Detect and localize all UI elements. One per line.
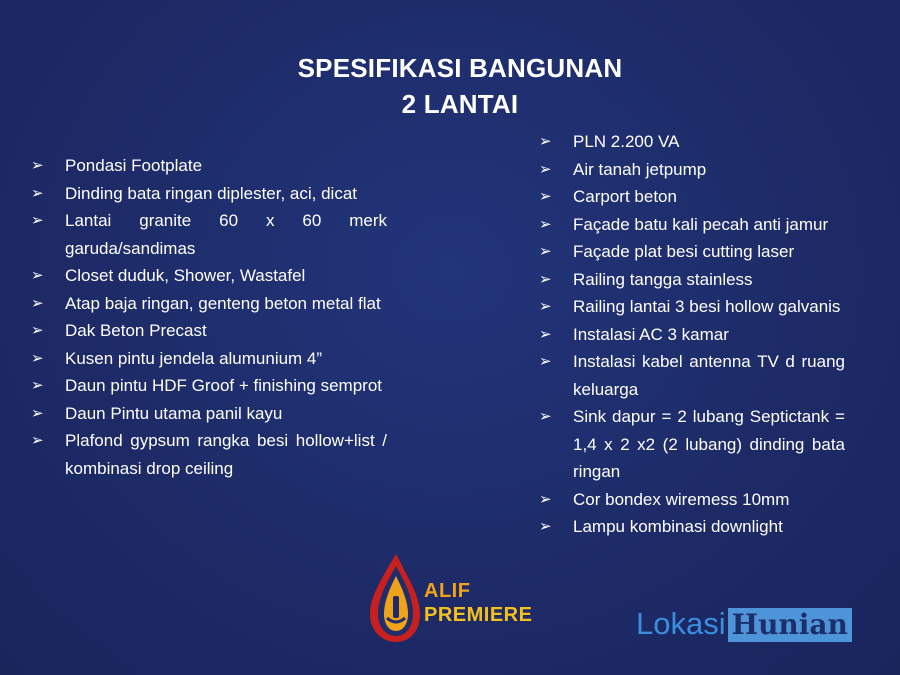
spec-item <box>539 293 845 321</box>
title-line-1: SPESIFIKASI BANGUNAN <box>297 53 623 83</box>
lokasihunian-watermark <box>636 606 852 642</box>
spec-item <box>539 128 845 156</box>
spec-text: Carport beton <box>573 187 677 206</box>
arrow-bullet-icon: ➢ <box>539 242 552 260</box>
spec-item <box>31 427 387 482</box>
spec-text: Daun Pintu utama panil kayu <box>65 403 283 423</box>
spec-text: Closet duduk, Shower, Wastafel <box>65 266 306 285</box>
left-spec-list <box>31 152 387 482</box>
spec-item <box>31 290 387 318</box>
spec-text: Daun pintu HDF Groof + finishing semprot <box>65 376 383 395</box>
spec-item <box>539 156 845 184</box>
spec-text: Railing tangga stainless <box>573 269 753 289</box>
spec-text: Pondasi Footplate <box>65 156 203 175</box>
arrow-bullet-icon: ➢ <box>31 156 44 174</box>
spec-item <box>31 207 387 262</box>
spec-text: Atap baja ringan, genteng beton metal flat <box>65 293 381 313</box>
spec-item <box>539 211 845 239</box>
alif-premiere-logo <box>366 552 566 644</box>
title-line-2: 2 LANTAI <box>401 89 519 119</box>
spec-item <box>31 262 387 290</box>
watermark-lokasi: Lokasi <box>636 606 726 641</box>
arrow-bullet-icon: ➢ <box>539 297 552 315</box>
spec-item <box>31 180 387 208</box>
right-spec-list <box>539 128 845 541</box>
spec-item <box>539 266 845 294</box>
spec-item <box>539 321 845 349</box>
spec-text: Instalasi kabel antenna TV d ruang keluarga <box>573 352 845 399</box>
arrow-bullet-icon: ➢ <box>31 348 44 367</box>
spec-item <box>539 348 845 403</box>
arrow-bullet-icon: ➢ <box>539 214 552 233</box>
spec-text: Dak Beton Precast <box>65 321 207 340</box>
spec-text: Sink dapur = 2 lubang Septictank = 1,4 x 2 x2 (2 lubang) dinding bata ringan <box>573 407 845 481</box>
page-title <box>0 50 900 122</box>
arrow-bullet-icon: ➢ <box>539 159 552 178</box>
spec-text: Façade batu kali pecah anti jamur <box>573 214 829 234</box>
spec-item <box>31 372 387 400</box>
arrow-bullet-icon: ➢ <box>31 211 44 229</box>
arrow-bullet-icon: ➢ <box>31 293 44 312</box>
spec-item <box>539 513 845 541</box>
arrow-bullet-icon: ➢ <box>539 324 552 343</box>
arrow-bullet-icon: ➢ <box>539 132 552 150</box>
arrow-bullet-icon: ➢ <box>539 187 552 205</box>
arrow-bullet-icon: ➢ <box>31 266 44 284</box>
spec-item <box>31 400 387 428</box>
spec-item <box>539 183 845 211</box>
arrow-bullet-icon: ➢ <box>31 403 44 422</box>
spec-text: Lampu kombinasi downlight <box>573 517 783 536</box>
spec-item <box>31 152 387 180</box>
spec-item <box>31 345 387 373</box>
spec-text: Lantai granite 60 x 60 merk garuda/sandimas <box>65 211 387 258</box>
spec-text: Instalasi AC 3 kamar <box>573 324 729 344</box>
spec-item <box>539 238 845 266</box>
spec-text: Plafond gypsum rangka besi hollow+list / kombinasi drop ceiling <box>65 431 387 478</box>
spec-text: Cor bondex wiremess 10mm <box>573 489 790 509</box>
spec-text: Dinding bata ringan diplester, aci, dicat <box>65 183 358 203</box>
arrow-bullet-icon: ➢ <box>31 431 44 449</box>
arrow-bullet-icon: ➢ <box>31 321 44 339</box>
logo-text-alif: ALIF <box>424 580 471 602</box>
flame-logo-icon <box>366 552 422 644</box>
arrow-bullet-icon: ➢ <box>539 407 552 425</box>
arrow-bullet-icon: ➢ <box>31 183 44 202</box>
spec-text: Air tanah jetpump <box>573 159 707 179</box>
arrow-bullet-icon: ➢ <box>539 269 552 288</box>
arrow-bullet-icon: ➢ <box>31 376 44 394</box>
spec-text: Railing lantai 3 besi hollow galvanis <box>573 297 841 316</box>
arrow-bullet-icon: ➢ <box>539 352 552 370</box>
spec-item <box>539 486 845 514</box>
arrow-bullet-icon: ➢ <box>539 489 552 508</box>
watermark-hunian: Hunian <box>728 608 852 642</box>
spec-text: PLN 2.200 VA <box>573 132 680 151</box>
spec-item <box>539 403 845 486</box>
arrow-bullet-icon: ➢ <box>539 517 552 535</box>
spec-text: Façade plat besi cutting laser <box>573 242 795 261</box>
logo-text-premiere: PREMIERE <box>424 604 533 626</box>
spec-text: Kusen pintu jendela alumunium 4” <box>65 348 323 368</box>
spec-item <box>31 317 387 345</box>
